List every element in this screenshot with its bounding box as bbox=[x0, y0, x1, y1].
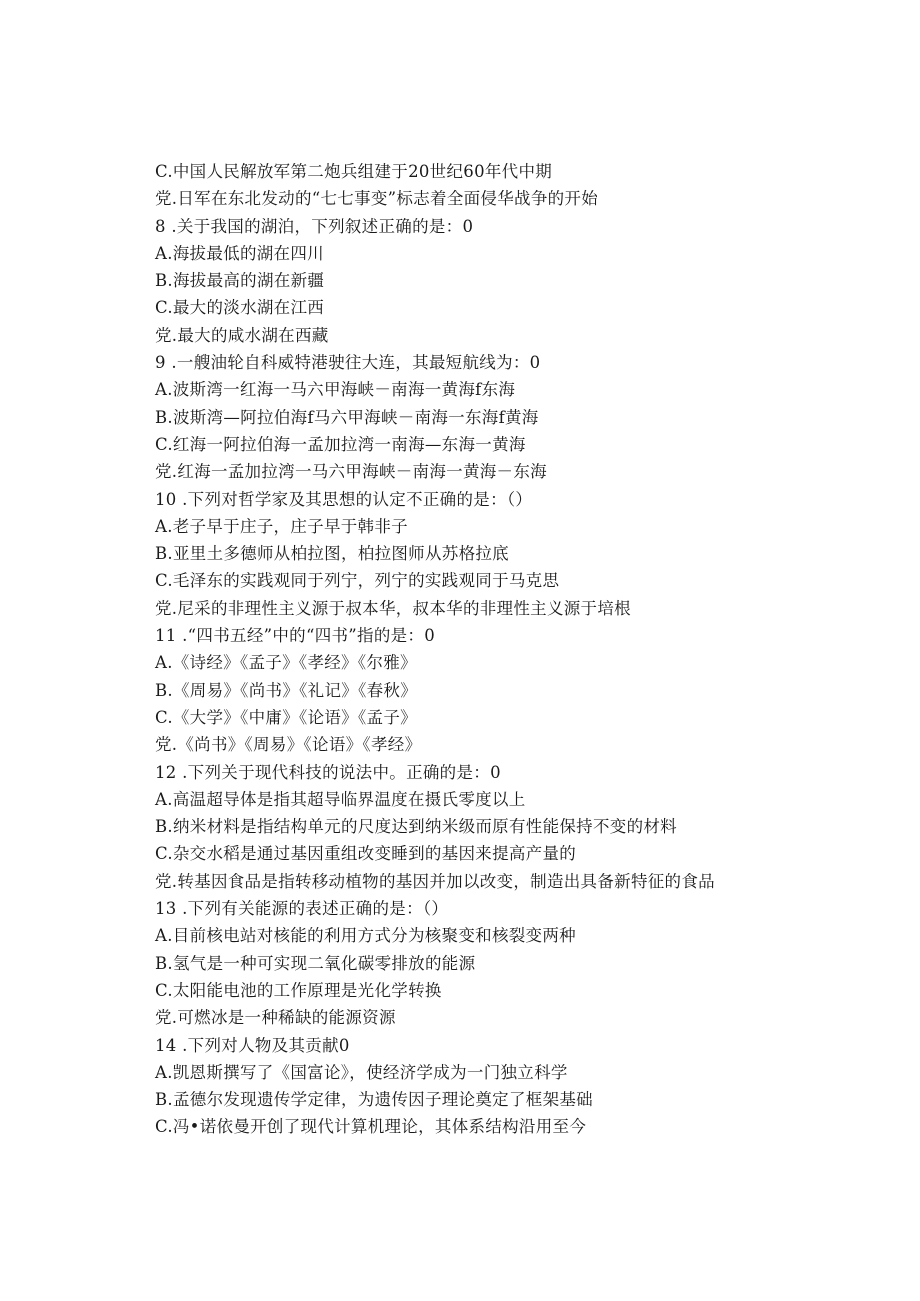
option-line: B.波斯湾—阿拉伯海f马六甲海峡－南海一东海f黄海 bbox=[155, 407, 539, 427]
option-line: A.目前核电站对核能的利用方式分为核聚变和核裂变两种 bbox=[155, 926, 576, 946]
option-line: B.《周易》《尚书》《礼记》《春秋》 bbox=[155, 680, 418, 700]
option-line: A.《诗经》《孟子》《孝经》《尔雅》 bbox=[155, 653, 417, 673]
option-line: C.冯•诺依曼开创了现代计算机理论，其体系结构沿用至今 bbox=[155, 1117, 587, 1137]
document-page bbox=[155, 158, 895, 1141]
option-line: B.亚里土多德师从柏拉图，柏拉图师从苏格拉底 bbox=[155, 544, 509, 564]
option-line: C.红海一阿拉伯海一孟加拉湾一南海—东海一黄海 bbox=[155, 434, 526, 454]
option-line: 党.可燃冰是一种稀缺的能源资源 bbox=[155, 1008, 396, 1028]
option-line: A.老子早于庄子，庄子早于韩非子 bbox=[155, 516, 408, 536]
question-line: 13 .下列有关能源的表述正确的是：（） bbox=[155, 899, 449, 919]
question-line: 10 .下列对哲学家及其思想的认定不正确的是：（） bbox=[155, 489, 533, 509]
option-line: C.太阳能电池的工作原理是光化学转换 bbox=[155, 980, 442, 1000]
option-line: 党.《尚书》《周易》《论语》《孝经》 bbox=[155, 735, 422, 755]
option-line: B.纳米材料是指结构单元的尺度达到纳米级而原有性能保持不变的材料 bbox=[155, 817, 677, 837]
question-line: 14 .下列对人物及其贡献0 bbox=[155, 1035, 350, 1055]
question-line: 11 .“四书五经”中的“四书”指的是：0 bbox=[155, 626, 436, 646]
option-line: C.杂交水稻是通过基因重组改变睡到的基因来提高产量的 bbox=[155, 844, 577, 864]
option-line: 党.最大的咸水湖在西藏 bbox=[155, 325, 329, 345]
option-line: 党.尼采的非理性主义源于叔本华，叔本华的非理性主义源于培根 bbox=[155, 598, 631, 618]
option-line: C.毛泽东的实践观同于列宁，列宁的实践观同于马克思 bbox=[155, 571, 560, 591]
question-line: 12 .下列关于现代科技的说法中。正确的是：0 bbox=[155, 762, 501, 782]
option-line: A.凯恩斯撰写了《国富论》，使经济学成为一门独立科学 bbox=[155, 1062, 568, 1082]
option-line: 党.转基因食品是指转移动植物的基因并加以改变，制造出具备新特征的食品 bbox=[155, 871, 715, 891]
option-line: B.孟德尔发现遗传学定律，为遗传因子理论奠定了框架基础 bbox=[155, 1090, 593, 1110]
option-line: A.高温超导体是指其超导临界温度在摄氏零度以上 bbox=[155, 789, 526, 809]
option-line: 党.红海一孟加拉湾一马六甲海峡－南海一黄海－东海 bbox=[155, 462, 547, 482]
option-line: 党.日军在东北发动的“七七事变”标志着全面侵华战争的开始 bbox=[155, 189, 599, 209]
question-line: 9 .一艘油轮自科威特港驶往大连，其最短航线为：0 bbox=[155, 353, 541, 373]
option-line: B.海拔最高的湖在新疆 bbox=[155, 271, 325, 291]
option-line: C.最大的淡水湖在江西 bbox=[155, 298, 325, 318]
option-line: A.海拔最低的湖在四川 bbox=[155, 243, 324, 263]
option-line: B.氢气是一种可实现二氧化碳零排放的能源 bbox=[155, 953, 476, 973]
option-line: C.中国人民解放军第二炮兵组建于20世纪60年代中期 bbox=[155, 162, 553, 181]
option-line: C.《大学》《中庸》《论语》《孟子》 bbox=[155, 707, 417, 727]
option-line: A.波斯湾一红海一马六甲海峡－南海一黄海f东海 bbox=[155, 380, 516, 400]
question-line: 8 .关于我国的湖泊，下列叙述正确的是：0 bbox=[155, 216, 474, 236]
